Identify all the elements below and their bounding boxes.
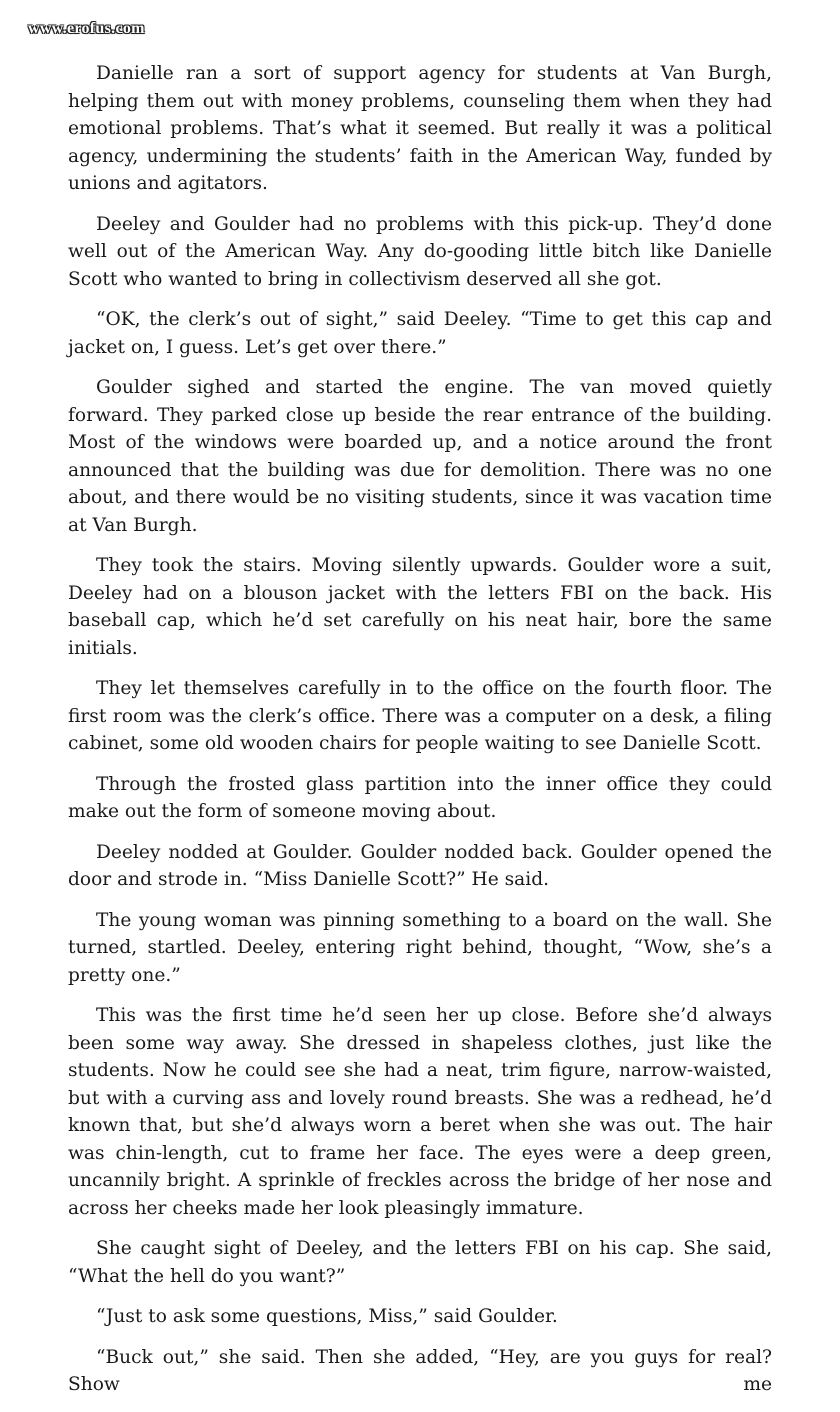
paragraph: They let themselves carefully in to the office on the fourth floor. The first room was the clerk’s office. There was a computer on a desk, a filing cabinet, some old wooden chairs for people waiting to see Danielle Scott. [68, 678, 772, 754]
paragraph: She caught sight of Deeley, and the letters FBI on his cap. She said, “What the hell do you want?” [68, 1238, 772, 1287]
paragraph: This was the first time he’d seen her up close. Before she’d always been some way away. She dressed in shapeless clothes, just like the students. Now he could see she had a neat, trim figure, narrow-waisted, but with a curving ass and lovely round breasts. She was a redhead, he’d known that, but she’d always worn a beret when she was out. The hair was chin-length, cut to frame her face. The eyes were a deep green, uncannily bright. A sprinkle of freckles across the bridge of her nose and across her cheeks made her look pleasingly immature. [68, 1005, 772, 1219]
paragraph: They took the stairs. Moving silently upwards. Goulder wore a suit, Deeley had on a blouson jacket with the letters FBI on the back. His baseball cap, which he’d set carefully on his neat hair, bore the same initials. [68, 555, 772, 659]
paragraph: Through the frosted glass partition into the inner office they could make out the form of someone moving about. [68, 773, 772, 822]
story-text [68, 60, 772, 1412]
paragraph: Deeley nodded at Goulder. Goulder nodded back. Goulder opened the door and strode in. “Miss Danielle Scott?” He said. [68, 841, 772, 890]
paragraph: Goulder sighed and started the engine. The van moved quietly forward. They parked close up beside the rear entrance of the building. Most of the windows were boarded up, and a notice around the front announced that the building was due for demolition. There was no one about, and there would be no visiting students, since it was vacation time at Van Burgh. [68, 377, 772, 536]
paragraph: The young woman was pinning something to a board on the wall. She turned, startled. Deeley, entering right behind, thought, “Wow, she’s a pretty one.” [68, 909, 772, 986]
paragraph: “Buck out,” she said. Then she added, “Hey, are you guys for real? Show me [68, 1346, 772, 1395]
paragraph: Deeley and Goulder had no problems with this pick-up. They’d done well out of the American Way. Any do-gooding little bitch like Danielle Scott who wanted to bring in collectivism deserved all she got. [68, 213, 772, 290]
paragraph: “OK, the clerk’s out of sight,” said Deeley. “Time to get this cap and jacket on, I guess. Let’s get over there.” [68, 309, 772, 358]
paragraph: Danielle ran a sort of support agency for students at Van Burgh, helping them out with money problems, counseling them when they had emotional problems. That’s what it seemed. But really it was a political agency, undermining the students’ faith in the American Way, funded by unions and agitators. [68, 63, 772, 194]
paragraph: “Just to ask some questions, Miss,” said Goulder. [96, 1306, 558, 1327]
watermark-text: www.erofus.com [28, 20, 145, 37]
